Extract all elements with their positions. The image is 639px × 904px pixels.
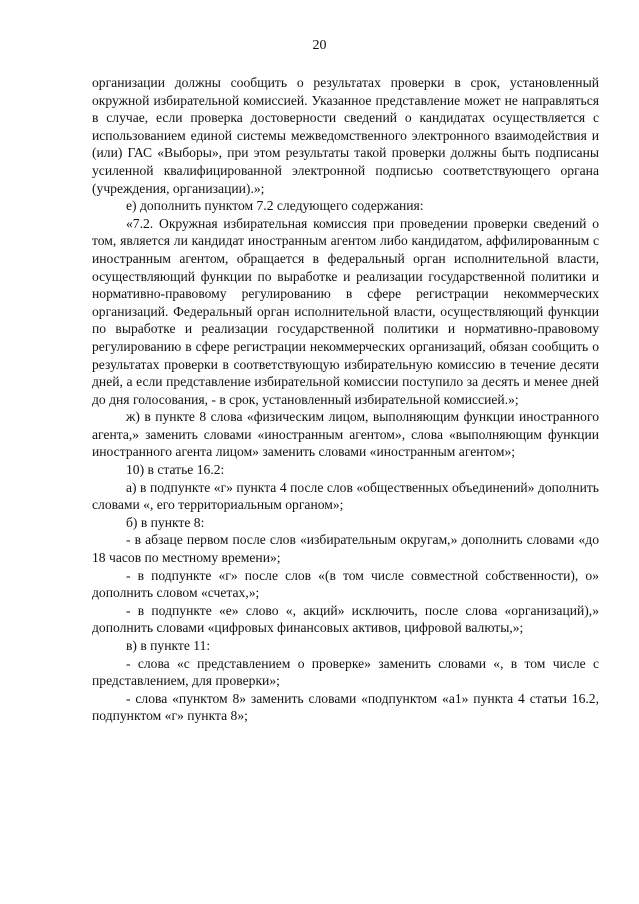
paragraph: - в абзаце первом после слов «избирательным округам,» дополнить словами «до 18 часов по местному времени»;: [92, 532, 599, 566]
paragraph: организации должны сообщить о результатах проверки в срок, установленный окружной избирательной комиссией. Указанное представление может не направляться в случае, если проверка достоверности сведений о кандидатах осуществляется с использованием единой системы межведомственного электронного взаимодействия и (или) ГАС «Выборы», при этом результаты такой проверки должны быть подписаны усиленной квалифицированной электронной подписью соответствующего органа (учреждения, организации).»;: [92, 75, 599, 196]
paragraph: - в подпункте «е» слово «, акций» исключить, после слова «организаций),» дополнить словами «цифровых финансовых активов, цифровой валюты,»;: [92, 602, 599, 636]
paragraph: 10) в статье 16.2:: [126, 462, 225, 478]
paragraph: - слова «пунктом 8» заменить словами «подпунктом «а1» пункта 4 статьи 16.2, подпунктом «г» пункта 8»;: [92, 690, 599, 724]
paragraph: е) дополнить пунктом 7.2 следующего содержания:: [126, 198, 424, 214]
paragraph: б) в пункте 8:: [126, 514, 205, 530]
paragraph: «7.2. Окружная избирательная комиссия при проведении проверки сведений о том, является ли кандидат иностранным агентом либо кандидатом, аффилированным с иностранным агентом, обращается в федеральный орган исполнительной власти, осуществляющий функции по выработке и реализации государственной политики и нормативно-правовому регулированию в сфере регистрации некоммерческих организаций. Федеральный орган исполнительной власти, осуществляющий функции по выработке и реализации государственной политики и нормативно-правовому регулированию в сфере регистрации некоммерческих организаций, обязан сообщить о результатах проверки в соответствующую избирательную комиссию в течение десяти дней, а если представление избирательной комиссии поступило за десять и менее дней до дня голосования, - в срок, установленный избирательной комиссией.»;: [92, 215, 599, 407]
document-body: [92, 74, 599, 725]
paragraph: - слова «с представлением о проверке» заменить словами «, в том числе с представлением, для проверки»;: [92, 655, 599, 689]
paragraph: ж) в пункте 8 слова «физическим лицом, выполняющим функции иностранного агента,» заменить словами «иностранным агентом», слова «выполняющим функции иностранного агента лицом» заменить словами «иностранным агентом»;: [92, 409, 599, 460]
paragraph: - в подпункте «г» после слов «(в том числе совместной собственности), о» дополнить словом «счетах,»;: [92, 567, 599, 601]
paragraph: а) в подпункте «г» пункта 4 после слов «общественных объединений» дополнить словами «, его территориальным органом»;: [92, 479, 599, 513]
paragraph: в) в пункте 11:: [126, 638, 211, 653]
page-number: 20: [312, 38, 327, 53]
